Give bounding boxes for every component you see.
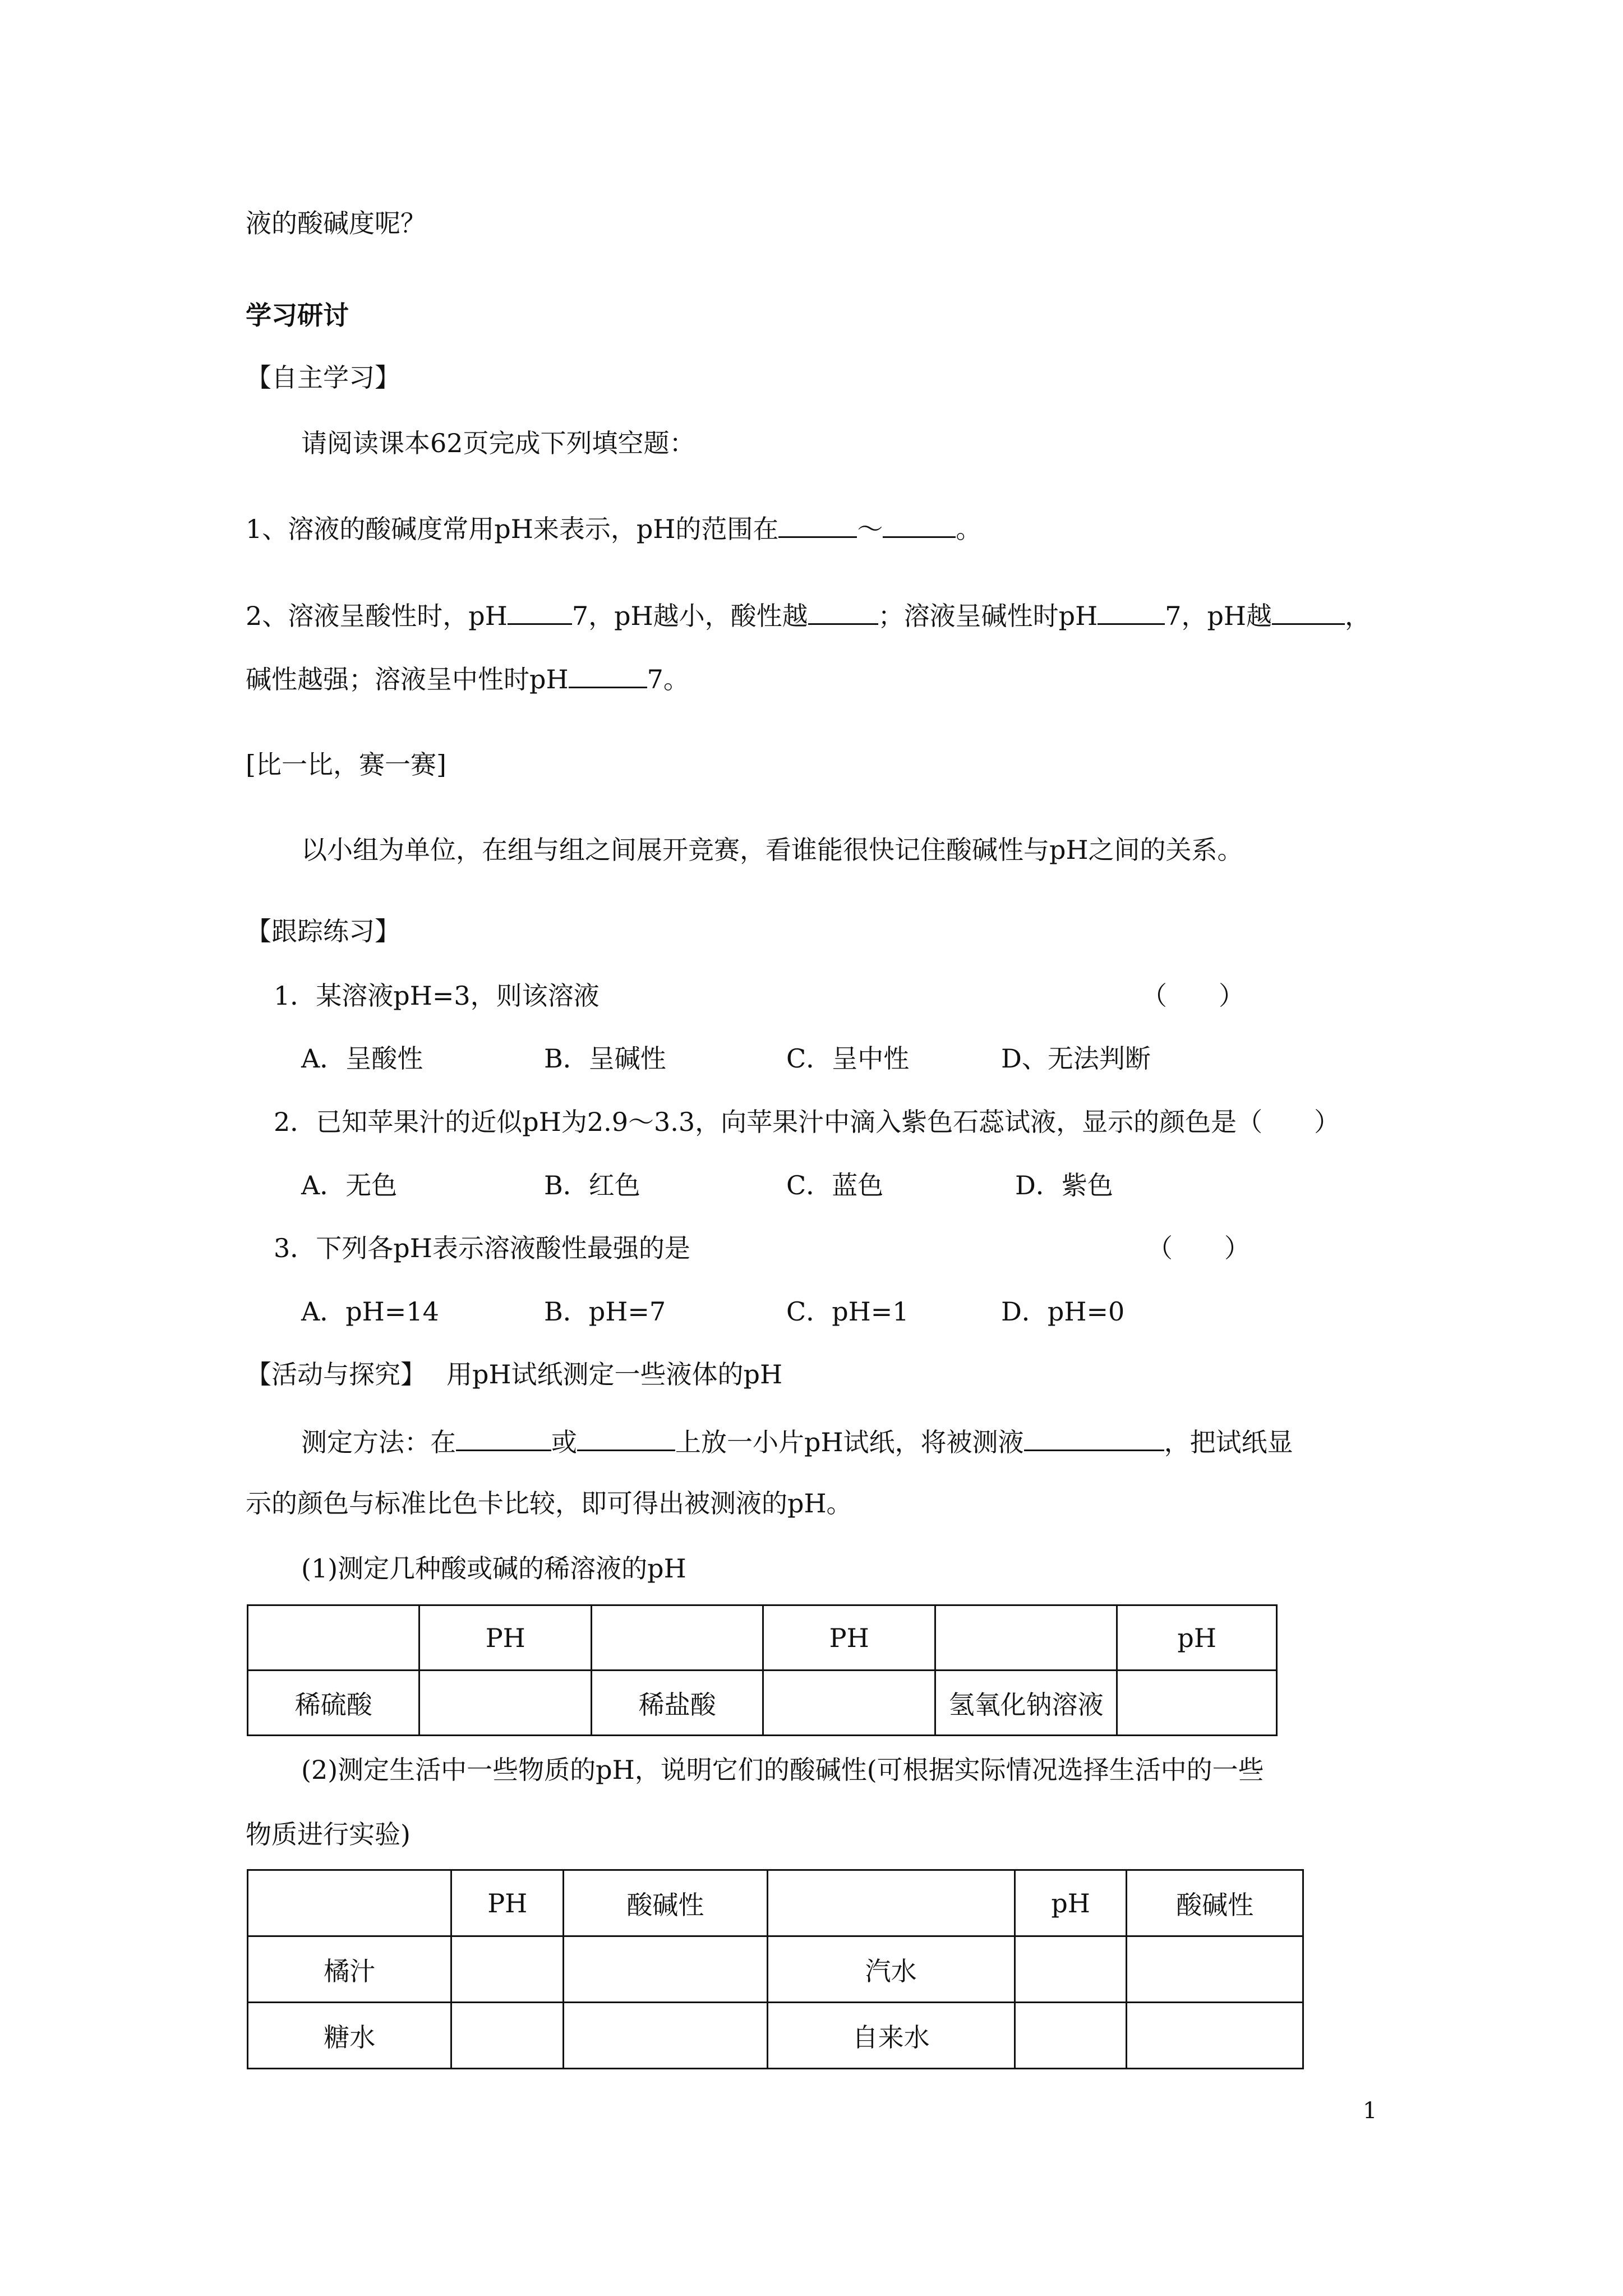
self-study-heading: 【自主学习】 <box>246 362 400 393</box>
table-cell <box>248 1605 419 1671</box>
q2-text-c: ；溶液呈碱性时pH <box>878 601 1098 631</box>
daily-substances-ph-table <box>247 1869 1304 2069</box>
fill-blank[interactable] <box>1272 599 1345 625</box>
part2-title-line-1: (2)测定生活中一些物质的pH，说明它们的酸碱性(可根据实际情况选择生活中的一些 <box>301 1755 1264 1785</box>
self-study-instruction: 请阅读课本62页完成下列填空题： <box>301 428 695 458</box>
fill-blank[interactable] <box>577 1425 675 1451</box>
table-cell: PH <box>419 1605 592 1671</box>
practice-q3-option[interactable]: B．pH=7 <box>544 1296 666 1327</box>
practice-q3-stem: 3．下列各pH表示溶液酸性最强的是 <box>274 1233 690 1263</box>
activity-heading: 【活动与探究】 <box>246 1359 426 1389</box>
practice-q2-option[interactable]: A．无色 <box>301 1170 398 1200</box>
table-cell[interactable] <box>1127 1936 1303 2003</box>
activity-title: 用pH试纸测定一些液体的pH <box>446 1359 783 1389</box>
table-cell: 氢氧化钠溶液 <box>935 1671 1117 1736</box>
practice-q2-option[interactable]: D．紫色 <box>1015 1170 1113 1200</box>
page-number: 1 <box>1363 2098 1377 2124</box>
q2-text-g: 7。 <box>647 664 689 694</box>
q1-text-a: 1、溶液的酸碱度常用pH来表示，pH的范围在 <box>246 514 779 544</box>
table-cell <box>591 1605 763 1671</box>
table-cell: 自来水 <box>767 2003 1015 2069</box>
table-cell: 酸碱性 <box>564 1870 767 1936</box>
acid-base-ph-table <box>247 1604 1278 1736</box>
practice-q1-option[interactable]: B．呈碱性 <box>544 1043 666 1074</box>
q1-text-b: ～ <box>857 514 883 544</box>
fill-blank[interactable] <box>456 1425 551 1451</box>
compete-heading: [比一比，赛一赛] <box>246 749 446 780</box>
table-cell[interactable] <box>1015 1936 1127 2003</box>
table-cell: 稀盐酸 <box>591 1671 763 1736</box>
practice-q1-paren: （ ） <box>1141 981 1244 1011</box>
practice-q1-option[interactable]: D、无法判断 <box>1001 1043 1151 1074</box>
practice-q2-stem: 2．已知苹果汁的近似pH为2.9～3.3，向苹果汁中滴入紫色石蕊试液，显示的颜色是（ ） <box>274 1107 1340 1137</box>
table-cell[interactable] <box>763 1671 935 1736</box>
practice-q3-option[interactable]: D．pH=0 <box>1001 1296 1125 1327</box>
table-cell[interactable] <box>419 1671 592 1736</box>
method-text-c: 上放一小片pH试纸，将被测液 <box>675 1427 1024 1457</box>
fill-blank[interactable] <box>883 512 956 538</box>
practice-q1-option[interactable]: A．呈酸性 <box>301 1043 423 1074</box>
practice-q1-stem: 1．某溶液pH=3，则该溶液 <box>274 981 600 1011</box>
method-text-a: 测定方法：在 <box>301 1427 456 1457</box>
table-cell: PH <box>763 1605 935 1671</box>
q2-text-a: 2、溶液呈酸性时，pH <box>246 601 508 631</box>
activity-line <box>246 1358 782 1391</box>
table-cell: 稀硫酸 <box>248 1671 419 1736</box>
fill-blank[interactable] <box>808 599 878 625</box>
table-row <box>248 1936 1303 2003</box>
table-cell <box>767 1870 1015 1936</box>
part1-title: (1)测定几种酸或碱的稀溶液的pH <box>301 1553 686 1584</box>
practice-q3-option[interactable]: A．pH=14 <box>301 1296 439 1327</box>
question-2-line-1 <box>246 599 1371 633</box>
method-text-d: ，把试纸显 <box>1164 1427 1293 1457</box>
table-cell: 酸碱性 <box>1127 1870 1303 1936</box>
q1-text-c: 。 <box>956 514 982 544</box>
table-row <box>248 2003 1303 2069</box>
q2-text-f: 碱性越强；溶液呈中性时pH <box>246 664 569 694</box>
practice-q3-paren: （ ） <box>1147 1233 1250 1263</box>
fill-blank[interactable] <box>778 512 857 538</box>
practice-heading: 【跟踪练习】 <box>246 916 400 946</box>
table-row <box>248 1671 1277 1736</box>
table-cell <box>248 1870 451 1936</box>
table-cell[interactable] <box>1015 2003 1127 2069</box>
practice-q1-option[interactable]: C．呈中性 <box>786 1043 910 1074</box>
practice-q3-option[interactable]: C．pH=1 <box>786 1296 909 1327</box>
method-line-1 <box>301 1425 1293 1459</box>
table-cell[interactable] <box>1117 1671 1277 1736</box>
table-cell[interactable] <box>1127 2003 1303 2069</box>
q2-text-b: 7，pH越小，酸性越 <box>571 601 808 631</box>
compete-text: 以小组为单位，在组与组之间展开竞赛，看谁能很快记住酸碱性与pH之间的关系。 <box>301 835 1243 865</box>
fill-blank[interactable] <box>1024 1425 1164 1451</box>
table-header-row <box>248 1605 1277 1671</box>
fill-blank[interactable] <box>569 662 647 688</box>
table-cell[interactable] <box>451 1936 564 2003</box>
question-1-line <box>246 512 981 546</box>
table-header-row <box>248 1870 1303 1936</box>
table-cell[interactable] <box>564 1936 767 2003</box>
table-cell[interactable] <box>564 2003 767 2069</box>
fill-blank[interactable] <box>508 599 572 625</box>
method-text-b: 或 <box>551 1427 577 1457</box>
table-cell: PH <box>451 1870 564 1936</box>
section-title: 学习研讨 <box>246 300 349 330</box>
part2-title-line-2: 物质进行实验) <box>246 1819 411 1849</box>
table-cell: 糖水 <box>248 2003 451 2069</box>
table-cell: pH <box>1117 1605 1277 1671</box>
q2-text-e: ， <box>1345 601 1371 631</box>
table-cell: pH <box>1015 1870 1127 1936</box>
practice-q2-option[interactable]: B．红色 <box>544 1170 640 1200</box>
q2-text-d: 7，pH越 <box>1165 601 1272 631</box>
table-cell: 橘汁 <box>248 1936 451 2003</box>
table-cell[interactable] <box>451 2003 564 2069</box>
fill-blank[interactable] <box>1098 599 1165 625</box>
method-line-2: 示的颜色与标准比色卡比较，即可得出被测液的pH。 <box>246 1488 852 1519</box>
table-cell <box>935 1605 1117 1671</box>
practice-q2-option[interactable]: C．蓝色 <box>786 1170 884 1200</box>
table-cell: 汽水 <box>767 1936 1015 2003</box>
intro-tail: 液的酸碱度呢？ <box>246 208 426 238</box>
question-2-line-2 <box>246 662 689 696</box>
